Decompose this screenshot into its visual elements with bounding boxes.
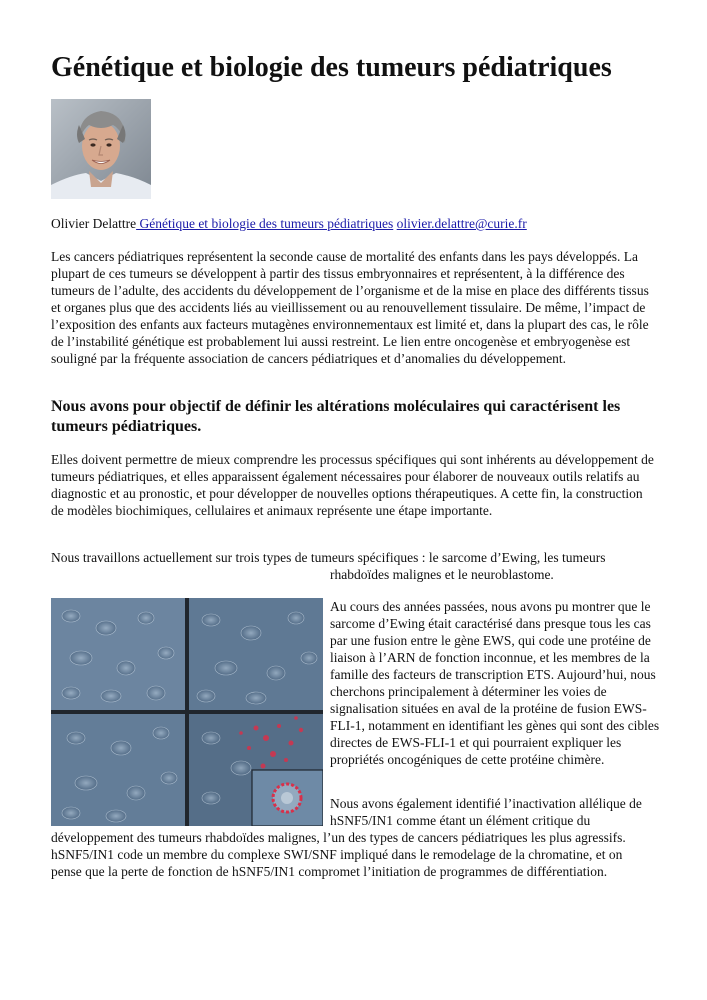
author-portrait xyxy=(51,99,151,199)
author-name: Olivier Delattre xyxy=(51,216,137,231)
paragraph-objectives: Elles doivent permettre de mieux comprendre les processus spécifiques qui sont inhérents au développement de tumeurs pédiatriques, et elles apparaissent également nécessaires pour élaborer de nouveaux outils relatifs au diagnostic et au pronostic, et pour développer de nouvelles options thérapeutiques. A cette fin, la construction de modèles biochimiques, cellulaires et animaux représente une étape importante. xyxy=(51,452,654,518)
intro-paragraph: Les cancers pédiatriques représentent la seconde cause de mortalité des enfants dans les pays développés. La plupart de ces tumeurs se développent à partir des tissus embryonnaires et représentent, à la différence des tumeurs de l’adulte, des accidents du développement de l’organisme et de la mise en place des différents tissus et organes plus que des accidents liés au vieillissement ou au renouvellement tissulaire. De même, l’impact de l’exposition des enfants aux facteurs mutagènes environnementaux est limité et, dans la plupart des cas, le rôle de l’instabilité génétique est probablement lui aussi restreint. Le lien entre oncogenèse et embryogenèse est souligné par la fréquente association de cancers pédiatriques et d’anomalies du développement. xyxy=(51,249,649,366)
ewing-paragraph: Au cours des années passées, nous avons pu montrer que le sarcome d’Ewing était caractérisé dans presque tous les cas par une fusion entre le gène EWS, qui code une protéine de liaison à l’ARN de fonction inconnue, et les membres de la famille des facteurs de transcription ETS. Aujourd’hui, nous cherchons principalement à déterminer les voies de signalisation situées en aval de la protéine de fusion EWS-FLI-1, notamment en identifiant les gènes qui sont des cibles directes de EWS-FLI-1 et qui pourraient expliquer les propriétés oncogéniques de cette protéine chimère. xyxy=(330,599,660,767)
objective-heading: Nous avons pour objectif de définir les altérations moléculaires qui caractérisent les tumeurs pédiatriques. xyxy=(51,398,621,435)
cell-microscopy-image xyxy=(51,598,323,826)
rhabdoid-paragraph-continued: développement des tumeurs rhabdoïdes malignes, l’un des types de cancers pédiatriques les plus agressifs. hSNF5/IN1 code un membre du complexe SWI/SNF impliqué dans le remodelage de la chromatine, et on pense que la perte de fonction de hSNF5/IN1 compromet l’initiation de programmes de différentiation. xyxy=(51,830,626,879)
page-link[interactable]: Génétique et biologie des tumeurs pédiatriques xyxy=(136,216,394,231)
byline xyxy=(51,215,527,233)
page-title: Génétique et biologie des tumeurs pédiatriques xyxy=(51,52,612,83)
author-email-link[interactable]: olivier.delattre@curie.fr xyxy=(396,216,527,231)
microscopy-panels xyxy=(51,598,323,826)
portrait-photo xyxy=(51,99,151,199)
tumor-types-line-1: Nous travaillons actuellement sur trois types de tumeurs spécifiques : le sarcome d’Ewing, les tumeurs xyxy=(51,550,606,565)
tumor-types-line-2: rhabdoïdes malignes et le neuroblastome. xyxy=(330,567,554,582)
rhabdoid-paragraph-start: Nous avons également identifié l’inactivation allélique de hSNF5/IN1 comme étant un élément critique du xyxy=(330,796,642,828)
